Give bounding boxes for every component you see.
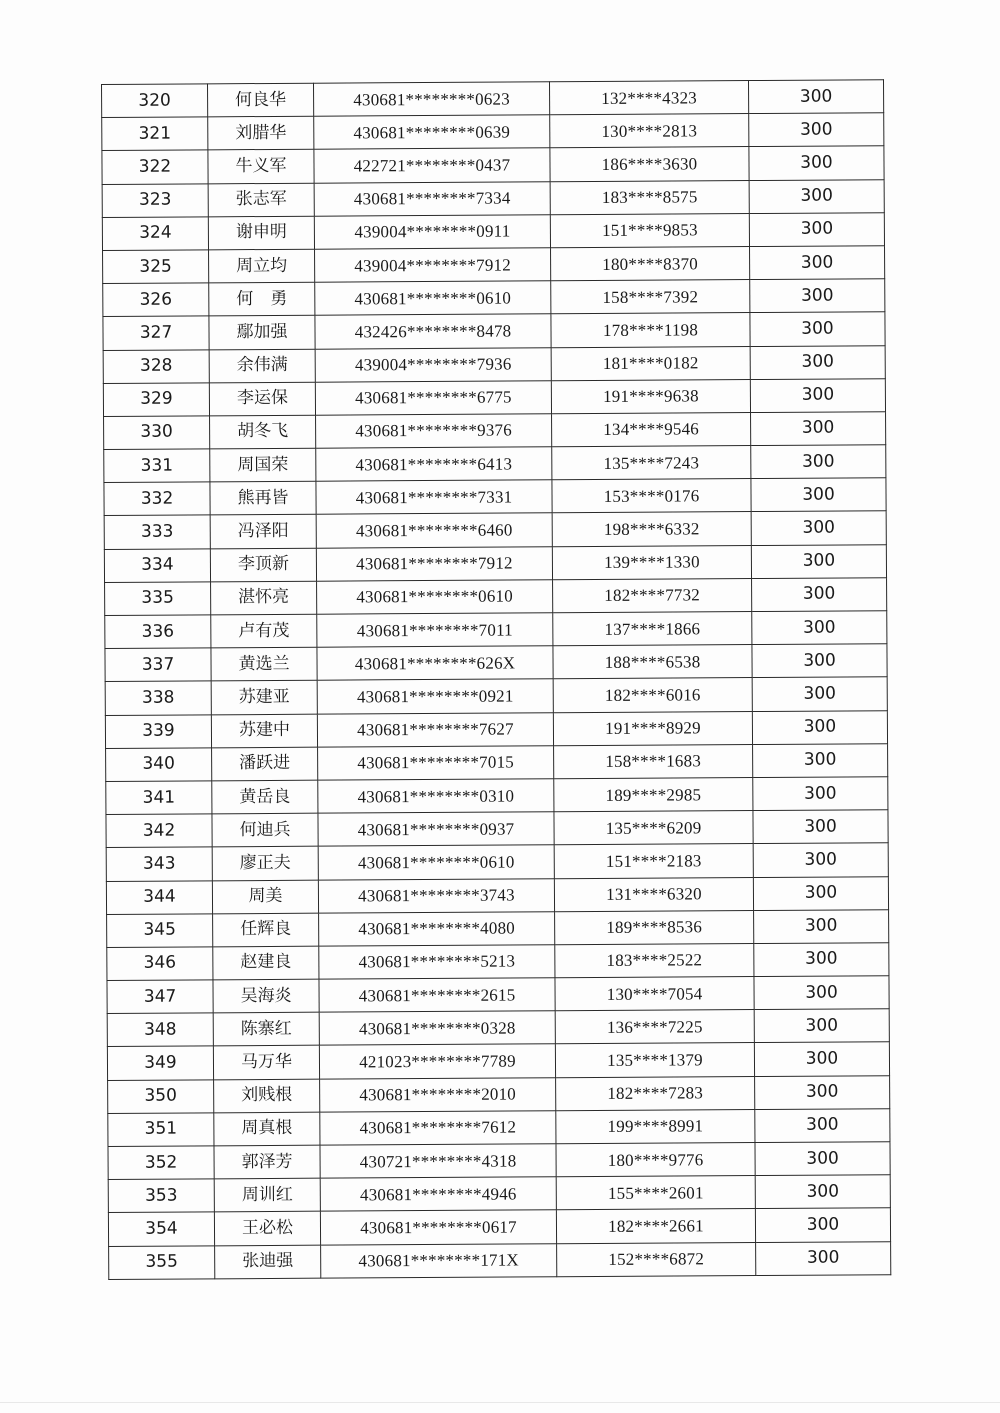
amount-cell: 300	[753, 843, 888, 877]
phone-number-cell: 182****2661	[556, 1209, 755, 1243]
person-name-cell: 牛义军	[208, 150, 314, 184]
phone-number-cell: 136****7225	[555, 1010, 754, 1044]
table-row	[109, 1241, 891, 1279]
row-number-cell: 347	[107, 980, 213, 1014]
phone-number-cell: 180****8370	[551, 246, 750, 280]
amount-cell: 300	[755, 1075, 890, 1109]
amount-cell: 300	[753, 743, 888, 777]
roster-table-body	[102, 80, 891, 1280]
row-number-cell: 322	[102, 150, 208, 184]
table-row	[107, 1042, 889, 1080]
person-name-cell: 冯泽阳	[210, 515, 316, 549]
amount-cell: 300	[754, 943, 889, 977]
id-number-cell: 430681********4080	[319, 911, 555, 946]
table-row	[106, 843, 888, 881]
id-number-cell: 430681********7011	[317, 613, 553, 648]
amount-cell: 300	[751, 412, 886, 446]
id-number-cell: 421023********7789	[319, 1044, 555, 1079]
row-number-cell: 341	[106, 781, 212, 815]
amount-cell: 300	[755, 1109, 890, 1143]
id-number-cell: 439004********7936	[315, 347, 551, 382]
table-row	[105, 611, 887, 649]
scan-edge	[0, 1402, 1000, 1403]
amount-cell: 300	[754, 909, 889, 943]
row-number-cell: 338	[105, 681, 211, 715]
table-row	[103, 312, 885, 350]
id-number-cell: 430681********0610	[318, 845, 554, 880]
table-row	[103, 378, 885, 416]
phone-number-cell: 180****9776	[556, 1143, 755, 1177]
person-name-cell: 周美	[212, 880, 318, 914]
phone-number-cell: 135****7243	[552, 446, 751, 480]
person-name-cell: 马万华	[213, 1046, 319, 1080]
row-number-cell: 346	[107, 947, 213, 981]
id-number-cell: 430681********0617	[320, 1210, 556, 1245]
amount-cell: 300	[752, 644, 887, 678]
amount-cell: 300	[755, 1175, 890, 1209]
row-number-cell: 348	[107, 1013, 213, 1047]
row-number-cell: 354	[108, 1212, 214, 1246]
id-number-cell: 430681********626X	[317, 646, 553, 681]
row-number-cell: 340	[106, 748, 212, 782]
table-row	[108, 1075, 890, 1113]
id-number-cell: 430681********6413	[316, 447, 552, 482]
person-name-cell: 张志军	[208, 183, 314, 217]
id-number-cell: 430681********9376	[316, 414, 552, 449]
person-name-cell: 熊再皆	[210, 481, 316, 515]
id-number-cell: 430681********0921	[317, 679, 553, 714]
table-row	[105, 644, 887, 682]
phone-number-cell: 137****1866	[553, 612, 752, 646]
table-row	[106, 777, 888, 815]
id-number-cell: 432426********8478	[315, 314, 551, 349]
phone-number-cell: 130****2813	[550, 114, 749, 148]
person-name-cell: 周训红	[214, 1178, 320, 1212]
row-number-cell: 339	[105, 714, 211, 748]
person-name-cell: 刘腊华	[208, 116, 314, 150]
amount-cell: 300	[753, 810, 888, 844]
id-number-cell: 430681********7912	[316, 546, 552, 581]
person-name-cell: 湛怀亮	[211, 581, 317, 615]
phone-number-cell: 183****8575	[550, 180, 749, 214]
person-name-cell: 何良华	[208, 83, 314, 117]
amount-cell: 300	[755, 1142, 890, 1176]
phone-number-cell: 189****8536	[555, 910, 754, 944]
person-name-cell: 谢申明	[208, 216, 314, 250]
table-row	[103, 246, 885, 284]
phone-number-cell: 151****2183	[554, 844, 753, 878]
person-name-cell: 潘跃进	[212, 747, 318, 781]
person-name-cell: 周国荣	[210, 448, 316, 482]
amount-cell: 300	[754, 976, 889, 1010]
phone-number-cell: 134****9546	[552, 412, 751, 446]
phone-number-cell: 188****6538	[553, 645, 752, 679]
table-row	[107, 976, 889, 1014]
id-number-cell: 430681********7331	[316, 480, 552, 515]
phone-number-cell: 178****1198	[551, 313, 750, 347]
amount-cell: 300	[752, 677, 887, 711]
table-row	[104, 445, 886, 483]
person-name-cell: 何 勇	[209, 282, 315, 316]
amount-cell: 300	[751, 511, 886, 545]
phone-number-cell: 198****6332	[552, 512, 751, 546]
row-number-cell: 350	[108, 1079, 214, 1113]
person-name-cell: 苏建亚	[211, 681, 317, 715]
row-number-cell: 332	[104, 482, 210, 516]
table-row	[102, 179, 884, 217]
amount-cell: 300	[756, 1241, 891, 1275]
table-row	[106, 810, 888, 848]
id-number-cell: 430721********4318	[320, 1144, 556, 1179]
amount-cell: 300	[751, 544, 886, 578]
row-number-cell: 334	[104, 548, 210, 582]
id-number-cell: 430681********7627	[317, 712, 553, 747]
id-number-cell: 430681********0937	[318, 812, 554, 847]
id-number-cell: 430681********0639	[314, 115, 550, 150]
row-number-cell: 325	[103, 250, 209, 284]
person-name-cell: 周立均	[209, 249, 315, 283]
phone-number-cell: 155****2601	[556, 1176, 755, 1210]
id-number-cell: 430681********2615	[319, 978, 555, 1013]
row-number-cell: 320	[102, 84, 208, 118]
person-name-cell: 赵建良	[213, 946, 319, 980]
table-row	[104, 478, 886, 516]
table-row	[107, 943, 889, 981]
amount-cell: 300	[755, 1208, 890, 1242]
table-row	[105, 710, 887, 748]
table-row	[102, 80, 884, 118]
amount-cell: 300	[751, 478, 886, 512]
person-name-cell: 黄选兰	[211, 647, 317, 681]
person-name-cell: 陈寨红	[213, 1012, 319, 1046]
row-number-cell: 326	[103, 283, 209, 317]
row-number-cell: 352	[108, 1146, 214, 1180]
table-row	[108, 1109, 890, 1147]
table-row	[104, 412, 886, 450]
amount-cell: 300	[751, 445, 886, 479]
person-name-cell: 余伟满	[209, 349, 315, 383]
person-name-cell: 苏建中	[211, 714, 317, 748]
table-row	[102, 113, 884, 151]
row-number-cell: 324	[102, 217, 208, 251]
amount-cell: 300	[752, 578, 887, 612]
row-number-cell: 336	[105, 615, 211, 649]
table-row	[108, 1175, 890, 1213]
phone-number-cell: 199****8991	[556, 1109, 755, 1143]
row-number-cell: 333	[104, 515, 210, 549]
person-name-cell: 鄢加强	[209, 316, 315, 350]
phone-number-cell: 182****7283	[556, 1076, 755, 1110]
table-row	[107, 1009, 889, 1047]
phone-number-cell: 191****9638	[551, 379, 750, 413]
row-number-cell: 331	[104, 449, 210, 483]
person-name-cell: 任辉良	[213, 913, 319, 947]
person-name-cell: 吴海炎	[213, 979, 319, 1013]
phone-number-cell: 130****7054	[555, 977, 754, 1011]
id-number-cell: 430681********3743	[318, 878, 554, 913]
person-name-cell: 王必松	[214, 1212, 320, 1246]
id-number-cell: 430681********5213	[319, 945, 555, 980]
amount-cell: 300	[750, 378, 885, 412]
row-number-cell: 342	[106, 814, 212, 848]
id-number-cell: 430681********0610	[317, 580, 553, 615]
table-row	[108, 1208, 890, 1246]
id-number-cell: 430681********6775	[315, 380, 551, 415]
amount-cell: 300	[750, 246, 885, 280]
phone-number-cell: 135****1379	[555, 1043, 754, 1077]
row-number-cell: 351	[108, 1113, 214, 1147]
id-number-cell: 430681********0310	[318, 779, 554, 814]
table-row	[108, 1142, 890, 1180]
id-number-cell: 430681********7334	[314, 181, 550, 216]
amount-cell: 300	[754, 1009, 889, 1043]
phone-number-cell: 183****2522	[555, 943, 754, 977]
table-row	[106, 876, 888, 914]
phone-number-cell: 153****0176	[552, 479, 751, 513]
row-number-cell: 344	[106, 880, 212, 914]
amount-cell: 300	[752, 611, 887, 645]
phone-number-cell: 158****7392	[551, 280, 750, 314]
phone-number-cell: 135****6209	[554, 811, 753, 845]
id-number-cell: 430681********4946	[320, 1177, 556, 1212]
phone-number-cell: 182****7732	[553, 578, 752, 612]
person-name-cell: 刘贱根	[214, 1079, 320, 1113]
row-number-cell: 349	[107, 1046, 213, 1080]
table-row	[105, 578, 887, 616]
phone-number-cell: 151****9853	[550, 213, 749, 247]
amount-cell: 300	[750, 279, 885, 313]
phone-number-cell: 186****3630	[550, 147, 749, 181]
id-number-cell: 439004********7912	[315, 248, 551, 283]
id-number-cell: 430681********7015	[318, 745, 554, 780]
amount-cell: 300	[749, 179, 884, 213]
row-number-cell: 355	[109, 1245, 215, 1279]
person-name-cell: 郭泽芳	[214, 1145, 320, 1179]
table-row	[103, 345, 885, 383]
phone-number-cell: 158****1683	[554, 744, 753, 778]
table-row	[102, 212, 884, 250]
amount-cell: 300	[750, 312, 885, 346]
row-number-cell: 329	[103, 383, 209, 417]
table-row	[102, 146, 884, 184]
row-number-cell: 353	[108, 1179, 214, 1213]
id-number-cell: 430681********0623	[313, 82, 549, 117]
amount-cell: 300	[749, 113, 884, 147]
roster-table	[101, 79, 891, 1280]
phone-number-cell: 132****4323	[549, 81, 748, 115]
amount-cell: 300	[748, 80, 883, 114]
amount-cell: 300	[749, 212, 884, 246]
row-number-cell: 345	[107, 914, 213, 948]
row-number-cell: 328	[103, 349, 209, 383]
phone-number-cell: 181****0182	[551, 346, 750, 380]
row-number-cell: 330	[104, 416, 210, 450]
person-name-cell: 廖正夫	[212, 847, 318, 881]
amount-cell: 300	[749, 146, 884, 180]
phone-number-cell: 182****6016	[553, 678, 752, 712]
id-number-cell: 430681********0328	[319, 1011, 555, 1046]
phone-number-cell: 152****6872	[557, 1242, 756, 1276]
person-name-cell: 卢有茂	[211, 614, 317, 648]
person-name-cell: 何迪兵	[212, 813, 318, 847]
person-name-cell: 张迪强	[215, 1245, 321, 1279]
phone-number-cell: 139****1330	[552, 545, 751, 579]
person-name-cell: 黄岳良	[212, 780, 318, 814]
id-number-cell: 430681********171X	[321, 1243, 557, 1278]
id-number-cell: 430681********0610	[315, 281, 551, 316]
person-name-cell: 李顶新	[210, 548, 316, 582]
row-number-cell: 323	[102, 183, 208, 217]
phone-number-cell: 189****2985	[554, 777, 753, 811]
table-row	[105, 677, 887, 715]
id-number-cell: 439004********0911	[314, 215, 550, 250]
amount-cell: 300	[753, 777, 888, 811]
id-number-cell: 430681********2010	[320, 1077, 556, 1112]
phone-number-cell: 131****6320	[554, 877, 753, 911]
phone-number-cell: 191****8929	[553, 711, 752, 745]
table-row	[103, 279, 885, 317]
row-number-cell: 337	[105, 648, 211, 682]
amount-cell: 300	[754, 1042, 889, 1076]
roster-sheet	[101, 79, 890, 1280]
person-name-cell: 胡冬飞	[210, 415, 316, 449]
row-number-cell: 327	[103, 316, 209, 350]
table-row	[104, 511, 886, 549]
table-row	[107, 909, 889, 947]
id-number-cell: 430681********6460	[316, 513, 552, 548]
row-number-cell: 335	[105, 582, 211, 616]
amount-cell: 300	[750, 345, 885, 379]
id-number-cell: 422721********0437	[314, 148, 550, 183]
person-name-cell: 李运保	[209, 382, 315, 416]
row-number-cell: 343	[106, 847, 212, 881]
table-row	[106, 743, 888, 781]
row-number-cell: 321	[102, 117, 208, 151]
id-number-cell: 430681********7612	[320, 1111, 556, 1146]
amount-cell: 300	[753, 876, 888, 910]
person-name-cell: 周真根	[214, 1112, 320, 1146]
table-row	[104, 544, 886, 582]
amount-cell: 300	[752, 710, 887, 744]
